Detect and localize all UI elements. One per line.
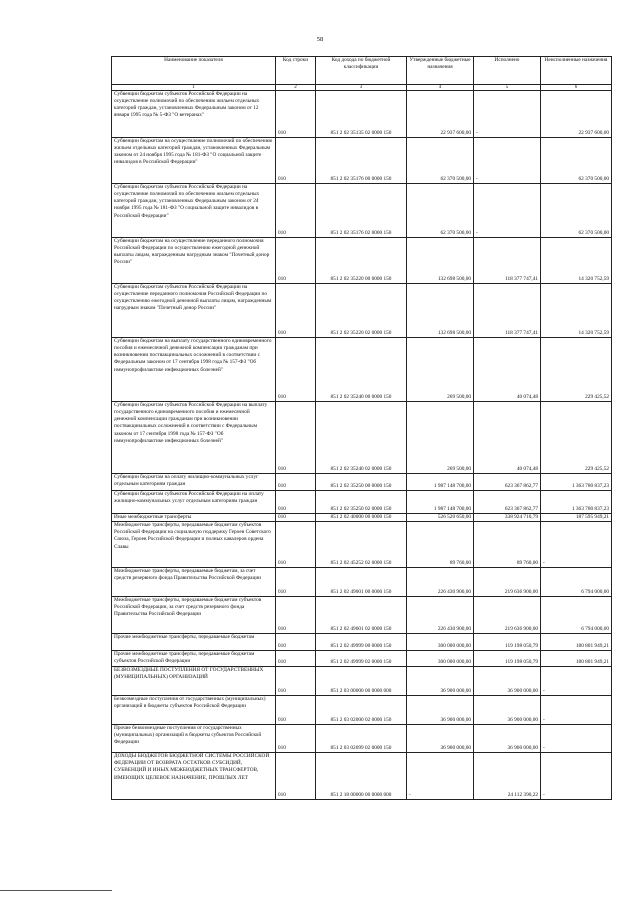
row-remaining-cell: - — [541, 696, 612, 725]
row-name-cell: ДОХОДЫ БЮДЖЕТОВ БЮДЖЕТНОЙ СИСТЕМЫ РОССИЙСКОЙ ФЕДЕРАЦИИ ОТ ВОЗВРАТА ОСТАТКОВ СУБСИДИЙ, СУБВЕНЦИЙ И ИНЫХ МЕЖБЮДЖЕТНЫХ ТРАНСФЕРТОВ, ИМЕЮЩИХ ЦЕЛЕВОЕ НАЗНАЧЕНИЕ, ПРОШЛЫХ ЛЕТ — [112, 753, 276, 800]
row-remaining-cell: 62 370 500,00 — [541, 138, 612, 184]
row-kbk-cell: 851 2 02 35250 02 0000 150 — [316, 491, 407, 514]
row-remaining-cell: 6 794 000,00 — [541, 597, 612, 634]
table-row — [112, 696, 612, 725]
row-kbk-cell: 851 2 02 49001 02 0000 150 — [316, 597, 407, 634]
row-name-cell: Субвенции бюджетам субъектов Российской Федерации на выплату государственного единовременного пособия и ежемесячной денежной компенсации гражданам при возникновении поствакцинальных осложнений в соответствии с Федеральным законом от 17 сентября 1998 года № 157-ФЗ "Об иммунопрофилактике инфекционных болезней" — [112, 402, 276, 474]
row-name-cell: Субвенции бюджетам субъектов Российской Федерации на осуществление полномочий по обеспечению жильем отдельных категорий граждан, установленных Федеральным законом от 12 января 1995 года № 5-ФЗ "О ветеранах" — [112, 91, 276, 138]
row-kbk-cell: 851 2 02 49999 00 0000 150 — [316, 634, 407, 651]
table-row — [112, 514, 612, 522]
row-kbk-cell: 851 2 02 49999 02 0000 150 — [316, 651, 407, 667]
column-number: 5 — [474, 85, 541, 91]
row-executed-cell: 24 112 390,22 — [474, 753, 541, 800]
row-executed-cell: 119 198 050,79 — [474, 651, 541, 667]
row-executed-cell: 40 074,48 — [474, 338, 541, 402]
table-row — [112, 402, 612, 474]
row-code-cell: 010 — [276, 568, 316, 597]
row-kbk-cell: 851 2 02 35176 02 0000 150 — [316, 184, 407, 238]
row-approved-cell: 269 500,00 — [407, 402, 474, 474]
header-remaining: Неисполненные назначения — [541, 57, 612, 85]
footer-rule — [0, 890, 112, 891]
row-approved-cell: 62 370 500,00 — [407, 184, 474, 238]
row-code-cell: 010 — [276, 338, 316, 402]
header-kbk: Код дохода по бюджетной классификации — [316, 57, 407, 85]
row-kbk-cell: 851 2 03 00000 00 0000 000 — [316, 667, 407, 696]
row-remaining-cell: - — [541, 522, 612, 568]
row-remaining-cell: 187 595 949,21 — [541, 514, 612, 522]
row-approved-cell: 526 520 650,00 — [407, 514, 474, 522]
row-remaining-cell: - — [541, 753, 612, 800]
row-code-cell: 010 — [276, 91, 316, 138]
table-row — [112, 474, 612, 491]
row-remaining-cell: 1 363 780 837,23 — [541, 474, 612, 491]
row-approved-cell: 1 987 148 700,00 — [407, 491, 474, 514]
row-approved-cell: 226 430 900,00 — [407, 597, 474, 634]
row-remaining-cell: - — [541, 667, 612, 696]
row-code-cell: 010 — [276, 753, 316, 800]
column-number: 6 — [541, 85, 612, 91]
row-code-cell: 010 — [276, 634, 316, 651]
row-code-cell: 010 — [276, 725, 316, 753]
row-name-cell: Субвенции бюджетам субъектов Российской Федерации на оплату жилищно-коммунальных услуг отдельным категориям граждан — [112, 491, 276, 514]
row-approved-cell: 269 500,00 — [407, 338, 474, 402]
row-approved-cell: 22 937 600,00 — [407, 91, 474, 138]
budget-table — [111, 56, 612, 800]
table-row — [112, 634, 612, 651]
row-name-cell: Прочие межбюджетные трансферты, передаваемые бюджетам — [112, 634, 276, 651]
row-remaining-cell: 14 320 752,59 — [541, 284, 612, 338]
table-row — [112, 568, 612, 597]
table-row — [112, 91, 612, 138]
table-row — [112, 491, 612, 514]
row-name-cell: Субвенции бюджетам на осуществление полномочий по обеспечению жильем отдельных категорий граждан, установленных Федеральным законом от 24 ноября 1995 года № 181-ФЗ "О социальной защите инвалидов в Российской Федерации" — [112, 138, 276, 184]
row-approved-cell: 132 698 500,00 — [407, 238, 474, 284]
row-executed-cell: 36 900 000,00 — [474, 667, 541, 696]
row-remaining-cell: 14 320 752,59 — [541, 238, 612, 284]
column-number: 3 — [316, 85, 407, 91]
row-code-cell: 010 — [276, 284, 316, 338]
row-kbk-cell: 851 2 03 02099 02 0000 150 — [316, 725, 407, 753]
header-code: Код строки — [276, 57, 316, 85]
table-row — [112, 651, 612, 667]
row-executed-cell: 118 377 747,41 — [474, 238, 541, 284]
row-approved-cell: 300 000 000,00 — [407, 634, 474, 651]
row-name-cell: Субвенции бюджетам на оплату жилищно-коммунальных услуг отдельным категориям граждан — [112, 474, 276, 491]
row-name-cell: Прочие безвозмездные поступления от государственных (муниципальных) организаций в бюджеты субъектов Российской Федерации — [112, 725, 276, 753]
row-kbk-cell: 851 2 02 45252 02 0000 150 — [316, 522, 407, 568]
row-executed-cell: 119 198 050,79 — [474, 634, 541, 651]
row-executed-cell: 623 367 862,77 — [474, 474, 541, 491]
row-name-cell: Иные межбюджетные трансферты — [112, 514, 276, 522]
row-code-cell: 010 — [276, 238, 316, 284]
row-remaining-cell: 22 937 600,00 — [541, 91, 612, 138]
header-executed: Исполнено — [474, 57, 541, 85]
row-executed-cell: 623 367 862,77 — [474, 491, 541, 514]
row-code-cell: 010 — [276, 696, 316, 725]
row-remaining-cell: - — [541, 725, 612, 753]
row-code-cell: 010 — [276, 402, 316, 474]
table-row — [112, 725, 612, 753]
row-remaining-cell: 229 425,52 — [541, 338, 612, 402]
table-row — [112, 284, 612, 338]
row-executed-cell: 89 760,00 — [474, 522, 541, 568]
row-name-cell: БЕЗВОЗМЕЗДНЫЕ ПОСТУПЛЕНИЯ ОТ ГОСУДАРСТВЕННЫХ (МУНИЦИПАЛЬНЫХ) ОРГАНИЗАЦИЙ — [112, 667, 276, 696]
row-kbk-cell: 851 2 02 40000 00 0000 150 — [316, 514, 407, 522]
column-number: 4 — [407, 85, 474, 91]
row-executed-cell: 36 900 000,00 — [474, 725, 541, 753]
table-row — [112, 753, 612, 800]
row-code-cell: 010 — [276, 491, 316, 514]
row-code-cell: 010 — [276, 138, 316, 184]
row-executed-cell: 118 377 747,41 — [474, 284, 541, 338]
row-kbk-cell: 851 2 02 35240 00 0000 150 — [316, 338, 407, 402]
row-name-cell: Межбюджетные трансферты, передаваемые бюджетам субъектов Российской Федерации на социальную поддержку Героев Советского Союза, Героев Российской Федерации и полных кавалеров ордена Славы — [112, 522, 276, 568]
row-name-cell: Субвенции бюджетам на выплату государственного единовременного пособия и ежемесячной денежной компенсации гражданам при возникновении поствакцинальных осложнений в соответствии с Федеральным законом от 17 сентября 1998 года № 157-ФЗ "Об иммунопрофилактике инфекционных болезней" — [112, 338, 276, 402]
row-kbk-cell: 851 2 02 35220 00 0000 150 — [316, 238, 407, 284]
column-number: 1 — [112, 85, 276, 91]
table-row — [112, 238, 612, 284]
row-approved-cell: 300 000 000,00 — [407, 651, 474, 667]
row-code-cell: 010 — [276, 522, 316, 568]
row-name-cell: Субвенции бюджетам на осуществление переданного полномочия Российской Федерации по осуществлению ежегодной денежной выплаты лицам, награжденным нагрудным знаком "Почетный донор России" — [112, 238, 276, 284]
page-number: 58 — [316, 36, 324, 43]
row-approved-cell: 1 987 148 700,00 — [407, 474, 474, 491]
row-executed-cell: 219 636 900,00 — [474, 597, 541, 634]
row-executed-cell: - — [474, 138, 541, 184]
table-row — [112, 138, 612, 184]
row-executed-cell: 338 924 710,79 — [474, 514, 541, 522]
row-kbk-cell: 851 2 18 00000 00 0000 000 — [316, 753, 407, 800]
header-name: Наименование показателя — [112, 57, 276, 85]
row-code-cell: 010 — [276, 597, 316, 634]
row-name-cell: Безвозмездные поступления от государственных (муниципальных) организаций в бюджеты субъектов Российской Федерации — [112, 696, 276, 725]
row-approved-cell: - — [407, 753, 474, 800]
row-remaining-cell: 229 425,52 — [541, 402, 612, 474]
row-executed-cell: 36 900 000,00 — [474, 696, 541, 725]
row-remaining-cell: 180 801 949,21 — [541, 634, 612, 651]
row-code-cell: 010 — [276, 667, 316, 696]
header-row — [112, 57, 612, 85]
column-number: 2 — [276, 85, 316, 91]
row-executed-cell: 40 074,48 — [474, 402, 541, 474]
header-approved: Утвержденные бюджетные назначения — [407, 57, 474, 85]
table-row — [112, 522, 612, 568]
row-approved-cell: 62 370 500,00 — [407, 138, 474, 184]
row-kbk-cell: 851 2 02 35220 02 0000 150 — [316, 284, 407, 338]
row-name-cell: Межбюджетные трансферты, передаваемые бюджетам субъектов Российской Федерации, за счет средств резервного фонда Правительства Российской Федерации — [112, 597, 276, 634]
row-kbk-cell: 851 2 02 35176 00 0000 150 — [316, 138, 407, 184]
row-code-cell: 010 — [276, 184, 316, 238]
row-kbk-cell: 851 2 03 02000 02 0000 150 — [316, 696, 407, 725]
row-executed-cell: 219 636 900,00 — [474, 568, 541, 597]
row-kbk-cell: 851 2 02 35135 02 0000 150 — [316, 91, 407, 138]
row-approved-cell: 226 430 900,00 — [407, 568, 474, 597]
row-approved-cell: 36 900 000,00 — [407, 696, 474, 725]
row-executed-cell: - — [474, 184, 541, 238]
row-remaining-cell: 62 370 500,00 — [541, 184, 612, 238]
table-row — [112, 184, 612, 238]
row-remaining-cell: 180 801 949,21 — [541, 651, 612, 667]
row-approved-cell: 36 900 000,00 — [407, 725, 474, 753]
row-code-cell: 010 — [276, 474, 316, 491]
table-row — [112, 667, 612, 696]
row-executed-cell: - — [474, 91, 541, 138]
row-name-cell: Субвенции бюджетам субъектов Российской Федерации на осуществление переданного полномочия Российской Федерации по осуществлению ежегодной денежной выплаты лицам, награжденным нагрудным знаком "Почетный донор России" — [112, 284, 276, 338]
row-name-cell: Прочие межбюджетные трансферты, передаваемые бюджетам субъектов Российской Федерации — [112, 651, 276, 667]
row-kbk-cell: 851 2 02 49001 00 0000 150 — [316, 568, 407, 597]
row-kbk-cell: 851 2 02 35240 02 0000 150 — [316, 402, 407, 474]
row-remaining-cell: 6 794 000,00 — [541, 568, 612, 597]
row-name-cell: Субвенции бюджетам субъектов Российской Федерации на осуществление полномочий по обеспечению жильем отдельных категорий граждан, установленных Федеральным законом от 24 ноября 1995 года № 181-ФЗ "О социальной защите инвалидов в Российской Федерации" — [112, 184, 276, 238]
table-row — [112, 597, 612, 634]
row-code-cell: 010 — [276, 514, 316, 522]
row-code-cell: 010 — [276, 651, 316, 667]
row-approved-cell: 132 698 500,00 — [407, 284, 474, 338]
row-approved-cell: 36 900 000,00 — [407, 667, 474, 696]
row-approved-cell: 89 760,00 — [407, 522, 474, 568]
row-name-cell: Межбюджетные трансферты, передаваемые бюджетам, за счет средств резервного фонда Правительства Российской Федерации — [112, 568, 276, 597]
row-kbk-cell: 851 2 02 35250 00 0000 150 — [316, 474, 407, 491]
row-remaining-cell: 1 363 780 837,23 — [541, 491, 612, 514]
table-row — [112, 338, 612, 402]
